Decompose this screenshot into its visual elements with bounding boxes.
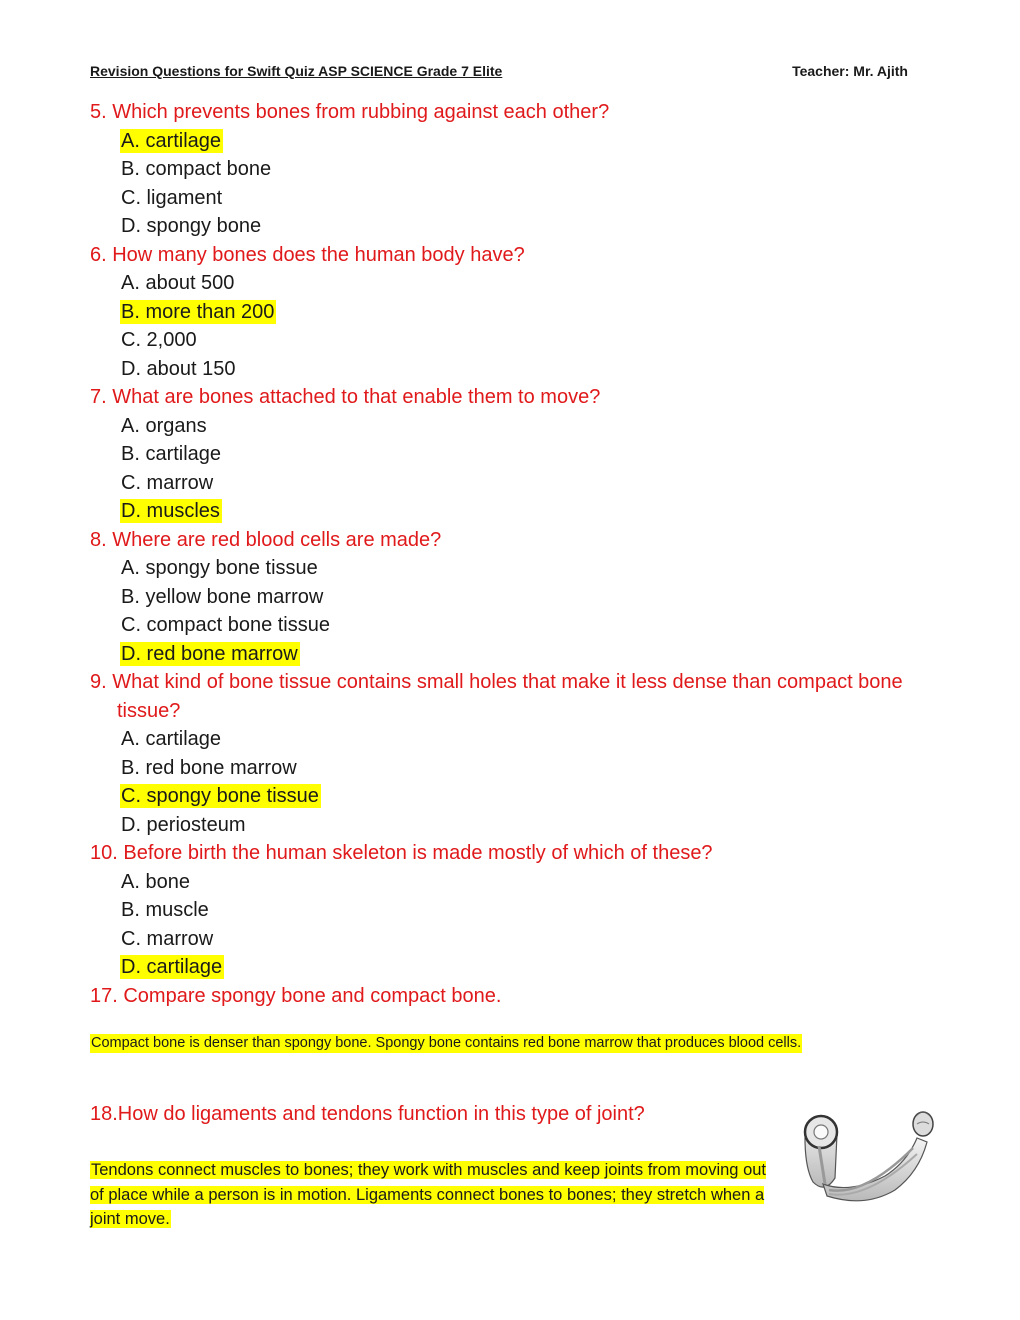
option-5c: [90, 184, 920, 213]
option-label: D. periosteum: [121, 813, 246, 836]
option-9b: [90, 754, 920, 783]
option-label: D. spongy bone: [121, 215, 262, 237]
option-10a: [90, 868, 920, 897]
option-5a: [90, 127, 920, 156]
option-10d: [90, 953, 920, 982]
option-label: A. bone: [121, 870, 190, 893]
option-label: A. spongy bone tissue: [121, 557, 318, 579]
question-18: 18.How do ligaments and tendons function in this type of joint?: [90, 1103, 645, 1125]
option-10c: [90, 925, 920, 954]
option-label: C. ligament: [121, 186, 223, 209]
answer-highlight: D. cartilage: [121, 956, 223, 978]
option-label: C. marrow: [121, 471, 214, 494]
answer-17: Compact bone is denser than spongy bone. Spongy bone contains red bone marrow that produces blood cells.: [91, 1035, 802, 1051]
question-17: 17. Compare spongy bone and compact bone.: [90, 984, 502, 1007]
option-10b: [90, 896, 920, 925]
option-7a: [90, 412, 920, 441]
question-10: 10. Before birth the human skeleton is made mostly of which of these?: [90, 842, 713, 864]
teacher-name: Teacher: Mr. Ajith: [792, 63, 908, 79]
option-8c: [90, 611, 920, 640]
question-9: 9. What kind of bone tissue contains small holes that make it less dense than compact bone tissue?: [90, 671, 903, 722]
question-5: 5. Which prevents bones from rubbing against each other?: [90, 101, 610, 123]
option-label: C. 2,000: [121, 329, 197, 351]
option-label: C. marrow: [121, 927, 214, 950]
answer-18: [90, 1158, 770, 1232]
option-6d: [90, 355, 920, 384]
option-label: B. yellow bone marrow: [121, 585, 324, 608]
option-6c: [90, 326, 920, 355]
option-8b: [90, 583, 920, 612]
answer-18-text: Tendons connect muscles to bones; they work with muscles and keep joints from moving out of place while a person is in motion. Ligaments connect bones to bones; they stretch when a joint move.: [90, 1161, 767, 1228]
option-label: D. about 150: [121, 357, 236, 380]
option-label: A. organs: [121, 414, 207, 437]
question-7: 7. What are bones attached to that enable them to move?: [90, 386, 601, 408]
option-5d: [90, 212, 920, 241]
option-7c: [90, 469, 920, 498]
option-label: A. about 500: [121, 272, 235, 294]
question-list: [90, 98, 920, 1010]
option-8d: [90, 640, 920, 669]
answer-highlight: B. more than 200: [121, 300, 275, 323]
option-7d: [90, 497, 920, 526]
answer-highlight: D. red bone marrow: [121, 642, 298, 665]
option-6b: [90, 298, 920, 327]
option-label: B. red bone marrow: [121, 756, 297, 779]
option-9c: [90, 782, 920, 811]
option-5b: [90, 155, 920, 184]
question-8: 8. Where are red blood cells are made?: [90, 528, 442, 551]
option-9d: [90, 811, 920, 840]
header: [90, 63, 908, 83]
worksheet-title: Revision Questions for Swift Quiz ASP SCIENCE Grade 7 Elite: [90, 63, 503, 79]
question-6: 6. How many bones does the human body have?: [90, 243, 525, 266]
option-label: A. cartilage: [121, 728, 222, 750]
option-label: B. compact bone: [121, 158, 272, 180]
option-8a: [90, 554, 920, 583]
arm-joint-illustration-icon: [795, 1098, 945, 1208]
answer-highlight: A. cartilage: [121, 129, 222, 152]
option-9a: [90, 725, 920, 754]
answer-highlight: D. muscles: [121, 500, 220, 522]
option-label: C. compact bone tissue: [121, 614, 330, 636]
option-label: B. muscle: [121, 899, 209, 921]
answer-highlight: C. spongy bone tissue: [121, 785, 319, 807]
option-7b: [90, 440, 920, 469]
option-6a: [90, 269, 920, 298]
option-label: B. cartilage: [121, 443, 222, 465]
